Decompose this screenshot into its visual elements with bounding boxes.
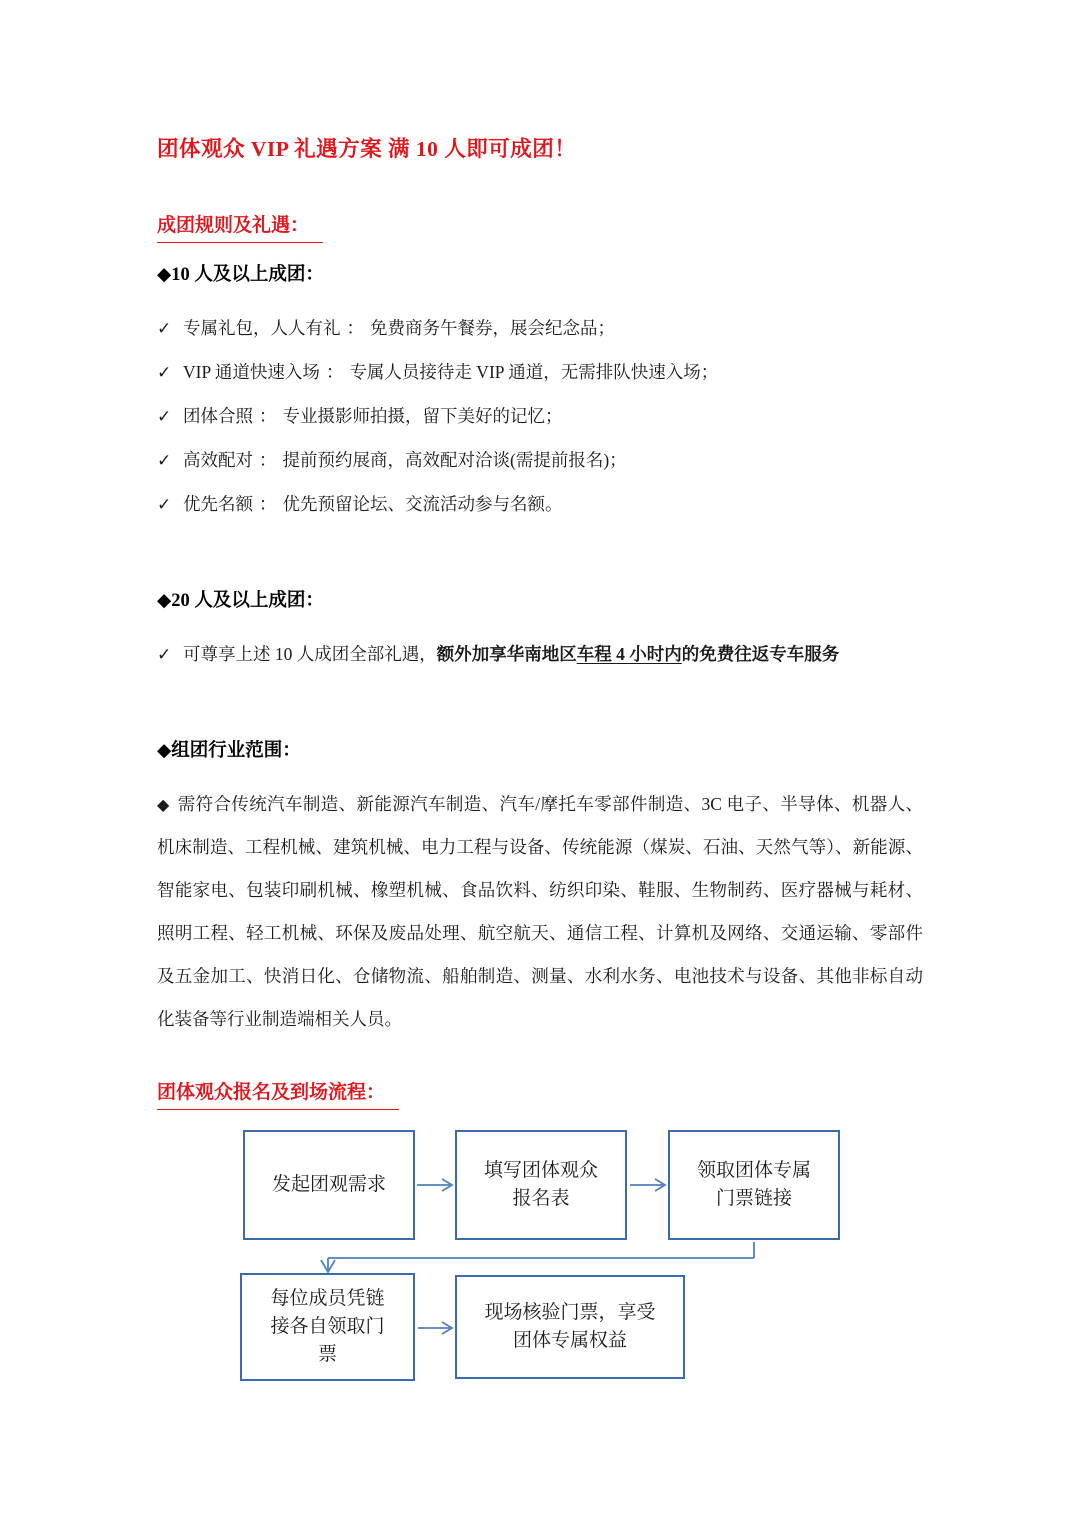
check-icon: ✓ [157,319,172,339]
flow-heading-wrapper [157,1079,923,1110]
page-title: 团体观众 VIP 礼遇方案 满 10 人即可成团！ [157,137,577,161]
benefit-list-10 [157,307,923,527]
tier-heading-20: ◆20 人及以上成团： [157,591,324,611]
benefit-desc: 免费商务午餐券，展会纪念品； [370,318,615,338]
benefit-label: 高效配对 [183,450,253,470]
clause-normal-text: 可尊享上述 10 人成团全部礼遇， [183,644,437,664]
benefit-separator: ： [259,494,277,514]
flow-box-line: 报名表 [512,1188,570,1209]
list-item [157,395,923,439]
diamond-bullet-icon: ◆ [157,795,170,814]
tier-20-clause [157,633,923,677]
section-heading-flow: 团体观众报名及到场流程： [157,1079,399,1110]
flow-box-onsite-verify [455,1275,685,1379]
check-icon: ✓ [157,363,172,383]
benefit-desc: 优先预留论坛、交流活动参与名额。 [282,494,563,514]
arrow-box1-to-box2 [417,1179,452,1191]
flow-box-line: 发起团观需求 [271,1174,386,1195]
check-icon: ✓ [157,407,172,427]
document-content [157,0,923,1110]
industry-body-text: 需符合传统汽车制造、新能源汽车制造、汽车/摩托车零部件制造、3C 电子、半导体、机器人、机床制造、工程机械、建筑机械、电力工程与设备、传统能源（煤炭、石油、天然气等）、新能源、智能家电、包装印刷机械、橡塑机械、食品饮料、纺织印染、鞋服、生物制药、医疗器械与耗材、照明工程、轻工机械、环保及废品处理、航空航天、通信工程、计算机及网络、交通运输、零部件及五金加工、快消日化、仓储物流、船舶制造、测量、水利水务、电池技术与设备、其他非标自动化装备等行业制造端相关人员。 [157,794,923,1029]
clause-bold-pre: 额外加享华南地区 [436,644,577,664]
flow-box-line: 接各自领取门 [270,1316,385,1337]
flow-box-initiate-request [243,1130,415,1240]
flow-box-line: 现场核验门票，享受 [484,1302,656,1323]
benefit-separator: ： [325,362,344,382]
flow-box-line: 门票链接 [715,1188,792,1209]
flow-box-fill-form [455,1130,627,1240]
list-item [157,351,923,395]
arrow-box3-to-box4 [321,1242,754,1272]
flow-box-line: 每位成员凭链 [270,1288,385,1309]
flow-box-member-claim-ticket [240,1273,415,1381]
arrow-box2-to-box3 [630,1179,665,1191]
flow-box-line: 票 [317,1344,337,1365]
flow-box-line: 领取团体专属 [696,1160,811,1181]
list-item [157,307,923,351]
flow-box-line: 团体专属权益 [512,1330,627,1351]
benefit-desc: 提前预约展商，高效配对洽谈(需提前报名)； [282,450,627,470]
benefit-label: 优先名额 [183,494,253,514]
benefit-desc: 专业摄影师拍摄，留下美好的记忆； [282,406,563,426]
clause-bold-post: 的免费往返专车服务 [681,644,840,664]
benefit-label: VIP 通道快速入场 [183,362,320,382]
check-icon: ✓ [157,495,172,515]
benefit-desc: 专属人员接待走 VIP 通道，无需排队快速入场； [349,362,719,382]
clause-bold-underline: 车程 4 小时内 [576,644,682,664]
section-heading-rules: 成团规则及礼遇： [157,212,323,243]
tier-heading-10: ◆10 人及以上成团： [157,265,324,285]
industry-paragraph [157,783,923,1041]
rules-heading-wrapper [157,212,923,243]
check-icon: ✓ [157,645,172,665]
flow-box-receive-link [668,1130,840,1240]
benefit-separator: ： [259,450,277,470]
benefit-label: 专属礼包，人人有礼 [183,318,341,338]
registration-flowchart [0,1112,1080,1412]
flow-box-line: 填写团体观众 [483,1160,598,1181]
section-heading-industry: ◆组团行业范围： [157,741,301,761]
check-icon: ✓ [157,451,172,471]
benefit-label: 团体合照 [183,406,253,426]
list-item [157,483,923,527]
benefit-separator: ： [346,318,364,338]
benefit-separator: ： [259,406,277,426]
arrow-box4-to-box5 [418,1322,452,1334]
list-item [157,439,923,483]
